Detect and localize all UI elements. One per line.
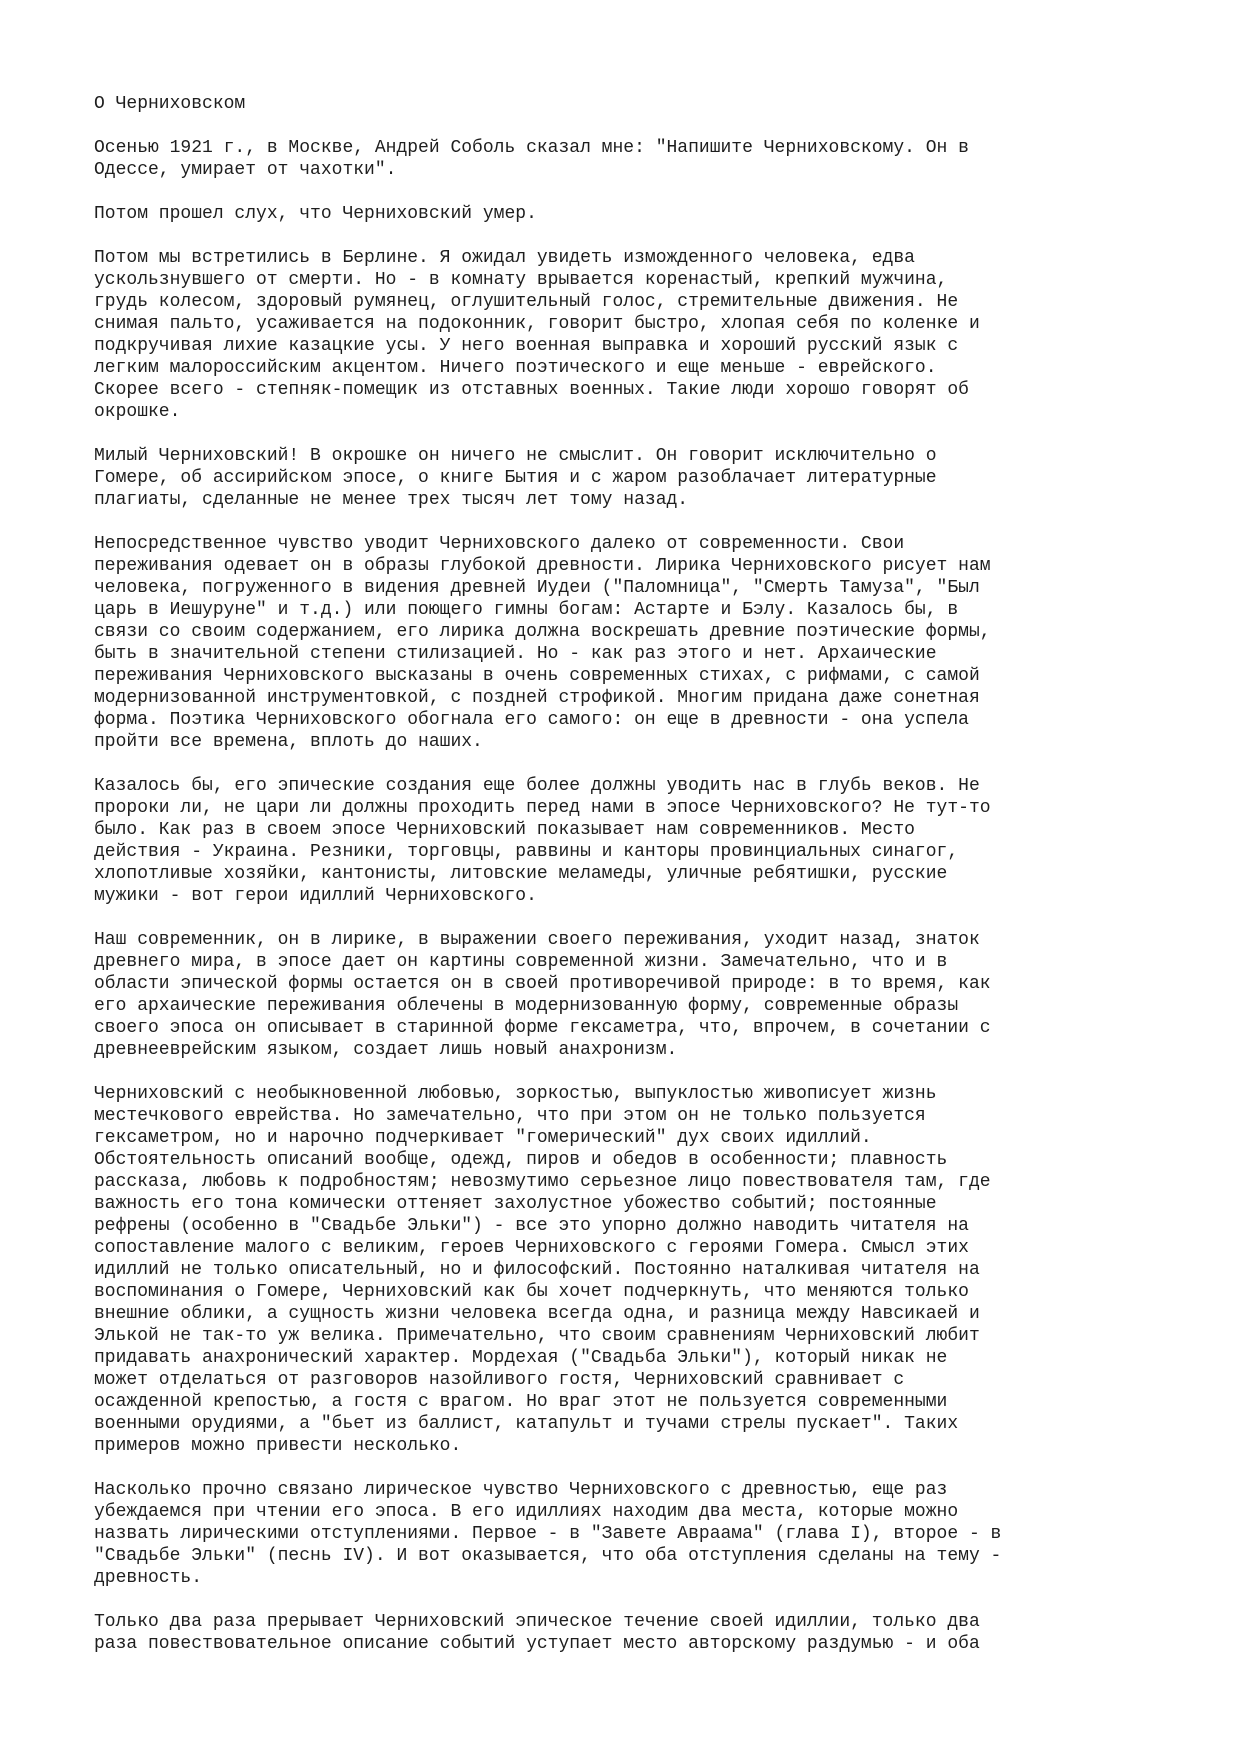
text-line: Черниховский с необыкновенной любовью, зоркостью, выпуклостью живописует жизнь (94, 1084, 937, 1104)
paragraph (94, 1083, 1214, 1457)
text-line: его архаические переживания облечены в модернизованную форму, современные образы (94, 996, 959, 1016)
text-line: человека, погруженного в видения древней Иудеи ("Паломница", "Смерть Тамуза", "Был (94, 578, 980, 598)
text-line: Потом мы встретились в Берлине. Я ожидал увидеть изможденного человека, едва (94, 248, 915, 268)
text-line: Милый Черниховский! В окрошке он ничего не смыслит. Он говорит исключительно о (94, 446, 937, 466)
text-line: действия - Украина. Резники, торговцы, раввины и канторы провинциальных синагог, (94, 842, 959, 862)
text-line: Осенью 1921 г., в Москве, Андрей Соболь сказал мне: "Напишите Черниховскому. Он в (94, 138, 969, 158)
text-line: Наш современник, он в лирике, в выражении своего переживания, уходит назад, знаток (94, 930, 980, 950)
paragraph (94, 533, 1214, 753)
text-line: Элькой не так-то уж велика. Примечательно, что своим сравнениям Черниховский любит (94, 1326, 980, 1346)
text-line: связи со своим содержанием, его лирика должна воскрешать древние поэтические формы, (94, 622, 991, 642)
text-line: убеждаемся при чтении его эпоса. В его идиллиях находим два места, которые можно (94, 1502, 959, 1522)
paragraph (94, 247, 1214, 423)
text-line: рассказа, любовь к подробностям; невозмутимо серьезное лицо повествователя там, где (94, 1172, 991, 1192)
text-line: Гомере, об ассирийском эпосе, о книге Бытия и с жаром разоблачает литературные (94, 468, 937, 488)
text-line: хлопотливые хозяйки, кантонисты, литовские меламеды, уличные ребятишки, русские (94, 864, 948, 884)
text-line: раза повествовательное описание событий уступает место авторскому раздумью - и оба (94, 1634, 980, 1654)
text-line: древность. (94, 1568, 203, 1588)
text-line: придавать анахронический характер. Мордехая ("Свадьба Эльки"), который никак не (94, 1348, 948, 1368)
text-line: Казалось бы, его эпические создания еще более должны уводить нас в глубь веков. Не (94, 776, 980, 796)
text-line: мужики - вот герои идиллий Черниховского. (94, 886, 537, 906)
text-line: окрошке. (94, 402, 181, 422)
text-line: Одессе, умирает от чахотки". (94, 160, 397, 180)
text-line: идиллий не только описательный, но и философский. Постоянно наталкивая читателя на (94, 1260, 980, 1280)
text-line: Потом прошел слух, что Черниховский умер. (94, 204, 537, 224)
paragraph (94, 929, 1214, 1061)
text-line: переживания Черниховского высказаны в очень современных стихах, с рифмами, с самой (94, 666, 980, 686)
text-line: грудь колесом, здоровый румянец, оглушительный голос, стремительные движения. Не (94, 292, 959, 312)
document-title: О Черниховском (94, 94, 246, 114)
text-line: сопоставление малого с великим, героев Черниховского с героями Гомера. Смысл этих (94, 1238, 969, 1258)
paragraph (94, 445, 1214, 511)
text-line: Только два раза прерывает Черниховский эпическое течение своей идиллии, только два (94, 1612, 980, 1632)
text-line: было. Как раз в своем эпосе Черниховский показывает нам современников. Место (94, 820, 915, 840)
text-line: внешние облики, а сущность жизни человека всегда одна, и разница между Навсикаей и (94, 1304, 980, 1324)
paragraph (94, 1611, 1214, 1655)
text-line: примеров можно привести несколько. (94, 1436, 462, 1456)
text-line: Обстоятельность описаний вообще, одежд, пиров и обедов в особенности; плавность (94, 1150, 948, 1170)
paragraph (94, 775, 1214, 907)
text-line: Непосредственное чувство уводит Черниховского далеко от современности. Свои (94, 534, 905, 554)
text-line: легким малороссийским акцентом. Ничего поэтического и еще меньше - еврейского. (94, 358, 937, 378)
text-line: быть в значительной степени стилизацией. Но - как раз этого и нет. Архаические (94, 644, 937, 664)
text-line: воспоминания о Гомере, Черниховский как бы хочет подчеркнуть, что меняются только (94, 1282, 969, 1302)
text-line: древнего мира, в эпосе дает он картины современной жизни. Замечательно, что и в (94, 952, 948, 972)
document-body (94, 93, 1214, 1677)
text-line: древнееврейским языком, создает лишь новый анахронизм. (94, 1040, 678, 1060)
text-line: пророки ли, не цари ли должны проходить перед нами в эпосе Черниховского? Не тут-то (94, 798, 991, 818)
text-line: Скорее всего - степняк-помещик из отставных военных. Такие люди хорошо говорят об (94, 380, 969, 400)
paragraph-list (94, 137, 1214, 1655)
paragraph (94, 203, 1214, 225)
text-line: рефрены (особенно в "Свадьбе Эльки") - все это упорно должно наводить читателя на (94, 1216, 969, 1236)
text-line: важность его тона комически оттеняет захолустное убожество событий; постоянные (94, 1194, 937, 1214)
text-line: своего эпоса он описывает в старинной форме гексаметра, что, впрочем, в сочетании с (94, 1018, 991, 1038)
text-line: плагиаты, сделанные не менее трех тысяч лет тому назад. (94, 490, 689, 510)
text-line: форма. Поэтика Черниховского обогнала его самого: он еще в древности - она успела (94, 710, 969, 730)
text-line: может отделаться от разговоров назойливого гостя, Черниховский сравнивает с (94, 1370, 905, 1390)
text-line: гексаметром, но и нарочно подчеркивает "гомерический" дух своих идиллий. (94, 1128, 872, 1148)
text-line: модернизованной инструментовкой, с поздней строфикой. Многим придана даже сонетная (94, 688, 980, 708)
text-line: царь в Иешуруне" и т.д.) или поющего гимны богам: Астарте и Бэлу. Казалось бы, в (94, 600, 959, 620)
text-line: военными орудиями, а "бьет из баллист, катапульт и тучами стрелы пускает". Таких (94, 1414, 959, 1434)
text-line: ускользнувшего от смерти. Но - в комнату врывается коренастый, крепкий мужчина, (94, 270, 948, 290)
text-line: осажденной крепостью, а гостя с врагом. Но враг этот не пользуется современными (94, 1392, 948, 1412)
paragraph (94, 1479, 1214, 1589)
text-line: Насколько прочно связано лирическое чувство Черниховского с древностью, еще раз (94, 1480, 948, 1500)
text-line: области эпической формы остается он в своей противоречивой природе: в то время, как (94, 974, 991, 994)
text-line: назвать лирическими отступлениями. Первое - в "Завете Авраама" (глава I), второе - в (94, 1524, 1002, 1544)
text-line: пройти все времена, вплоть до наших. (94, 732, 483, 752)
text-line: снимая пальто, усаживается на подоконник, говорит быстро, хлопая себя по коленке и (94, 314, 980, 334)
paragraph (94, 137, 1214, 181)
text-line: подкручивая лихие казацкие усы. У него военная выправка и хороший русский язык с (94, 336, 959, 356)
text-line: местечкового еврейства. Но замечательно, что при этом он не только пользуется (94, 1106, 926, 1126)
text-line: "Свадьбе Эльки" (песнь IV). И вот оказывается, что оба отступления сделаны на тему - (94, 1546, 1002, 1566)
text-line: переживания одевает он в образы глубокой древности. Лирика Черниховского рисует нам (94, 556, 991, 576)
